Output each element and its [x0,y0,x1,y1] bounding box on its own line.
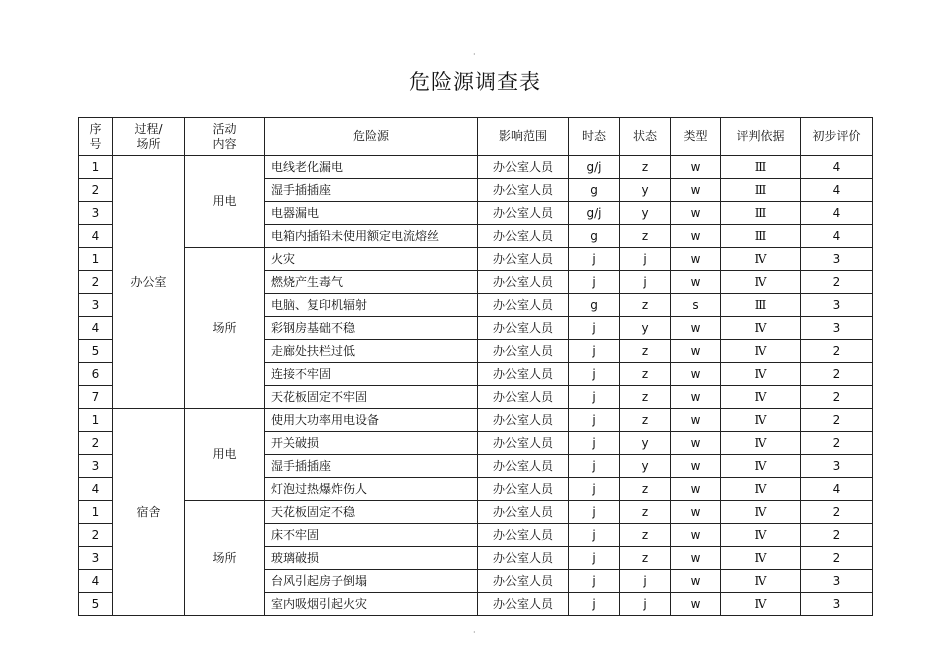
header-scope: 影响范围 [478,118,569,156]
basis-cell: Ⅳ [721,455,801,478]
seq-cell: 2 [79,432,113,455]
state-cell: z [620,547,671,570]
type-cell: w [671,179,721,202]
seq-cell: 4 [79,478,113,501]
seq-cell: 7 [79,386,113,409]
table-header-row [79,118,873,156]
type-cell: w [671,225,721,248]
seq-cell: 1 [79,156,113,179]
activity-cell: 场所 [185,501,265,616]
scope-cell: 办公室人员 [478,593,569,616]
tense-cell: j [569,386,620,409]
scope-cell: 办公室人员 [478,478,569,501]
state-cell: z [620,386,671,409]
type-cell: w [671,547,721,570]
type-cell: w [671,340,721,363]
hazard-cell: 开关破损 [265,432,478,455]
table-row [79,501,873,524]
scope-cell: 办公室人员 [478,455,569,478]
seq-cell: 2 [79,524,113,547]
hazard-cell: 室内吸烟引起火灾 [265,593,478,616]
tense-cell: j [569,524,620,547]
state-cell: y [620,432,671,455]
tense-cell: g/j [569,156,620,179]
table-body [79,156,873,616]
type-cell: w [671,478,721,501]
basis-cell: Ⅳ [721,409,801,432]
hazard-cell: 连接不牢固 [265,363,478,386]
hazard-cell: 燃烧产生毒气 [265,271,478,294]
state-cell: z [620,501,671,524]
tense-cell: j [569,593,620,616]
state-cell: j [620,271,671,294]
rating-cell: 3 [801,294,873,317]
scope-cell: 办公室人员 [478,386,569,409]
basis-cell: Ⅲ [721,202,801,225]
basis-cell: Ⅳ [721,593,801,616]
hazard-cell: 电脑、复印机辐射 [265,294,478,317]
page-bottom-mark: · [473,628,476,637]
type-cell: w [671,524,721,547]
scope-cell: 办公室人员 [478,340,569,363]
type-cell: w [671,409,721,432]
state-cell: j [620,570,671,593]
state-cell: j [620,593,671,616]
type-cell: w [671,455,721,478]
scope-cell: 办公室人员 [478,547,569,570]
hazard-cell: 床不牢固 [265,524,478,547]
rating-cell: 3 [801,317,873,340]
hazard-cell: 彩钢房基础不稳 [265,317,478,340]
scope-cell: 办公室人员 [478,363,569,386]
hazard-cell: 湿手插插座 [265,455,478,478]
tense-cell: j [569,363,620,386]
seq-cell: 5 [79,340,113,363]
scope-cell: 办公室人员 [478,524,569,547]
page-top-mark: · [473,50,476,59]
hazard-survey-table [78,117,873,616]
basis-cell: Ⅳ [721,386,801,409]
basis-cell: Ⅳ [721,271,801,294]
scope-cell: 办公室人员 [478,225,569,248]
tense-cell: j [569,501,620,524]
scope-cell: 办公室人员 [478,156,569,179]
scope-cell: 办公室人员 [478,271,569,294]
header-rating: 初步评价 [801,118,873,156]
tense-cell: j [569,455,620,478]
scope-cell: 办公室人员 [478,432,569,455]
seq-cell: 5 [79,593,113,616]
tense-cell: j [569,570,620,593]
basis-cell: Ⅳ [721,478,801,501]
scope-cell: 办公室人员 [478,409,569,432]
hazard-cell: 湿手插插座 [265,179,478,202]
basis-cell: Ⅳ [721,317,801,340]
state-cell: z [620,524,671,547]
hazard-cell: 灯泡过热爆炸伤人 [265,478,478,501]
rating-cell: 2 [801,363,873,386]
tense-cell: j [569,409,620,432]
rating-cell: 2 [801,386,873,409]
tense-cell: j [569,271,620,294]
rating-cell: 4 [801,156,873,179]
rating-cell: 4 [801,202,873,225]
seq-cell: 1 [79,409,113,432]
state-cell: z [620,409,671,432]
scope-cell: 办公室人员 [478,202,569,225]
type-cell: w [671,271,721,294]
tense-cell: g [569,225,620,248]
tense-cell: g/j [569,202,620,225]
tense-cell: g [569,294,620,317]
tense-cell: g [569,179,620,202]
seq-cell: 2 [79,271,113,294]
type-cell: w [671,593,721,616]
type-cell: w [671,386,721,409]
activity-cell: 场所 [185,248,265,409]
basis-cell: Ⅲ [721,179,801,202]
basis-cell: Ⅳ [721,340,801,363]
state-cell: z [620,225,671,248]
type-cell: w [671,501,721,524]
basis-cell: Ⅳ [721,248,801,271]
basis-cell: Ⅳ [721,570,801,593]
hazard-cell: 使用大功率用电设备 [265,409,478,432]
table-row [79,248,873,271]
rating-cell: 2 [801,501,873,524]
rating-cell: 2 [801,547,873,570]
state-cell: z [620,156,671,179]
activity-cell: 用电 [185,156,265,248]
tense-cell: j [569,340,620,363]
hazard-cell: 电器漏电 [265,202,478,225]
rating-cell: 3 [801,570,873,593]
seq-cell: 3 [79,202,113,225]
seq-cell: 4 [79,225,113,248]
type-cell: w [671,156,721,179]
header-seq: 序 号 [79,118,113,156]
header-state: 状态 [620,118,671,156]
scope-cell: 办公室人员 [478,179,569,202]
basis-cell: Ⅳ [721,524,801,547]
header-basis: 评判依据 [721,118,801,156]
basis-cell: Ⅲ [721,294,801,317]
seq-cell: 1 [79,501,113,524]
state-cell: y [620,455,671,478]
header-hazard: 危险源 [265,118,478,156]
place-cell: 办公室 [113,156,185,409]
seq-cell: 4 [79,317,113,340]
rating-cell: 2 [801,340,873,363]
state-cell: z [620,478,671,501]
scope-cell: 办公室人员 [478,317,569,340]
place-cell: 宿舍 [113,409,185,616]
seq-cell: 4 [79,570,113,593]
basis-cell: Ⅲ [721,225,801,248]
tense-cell: j [569,317,620,340]
header-tense: 时态 [569,118,620,156]
rating-cell: 4 [801,179,873,202]
basis-cell: Ⅳ [721,547,801,570]
hazard-cell: 电线老化漏电 [265,156,478,179]
tense-cell: j [569,478,620,501]
document-title: 危险源调查表 [409,70,541,94]
scope-cell: 办公室人员 [478,294,569,317]
seq-cell: 3 [79,455,113,478]
rating-cell: 2 [801,432,873,455]
rating-cell: 3 [801,248,873,271]
table-row [79,156,873,179]
seq-cell: 2 [79,179,113,202]
header-process: 过程/ 场所 [113,118,185,156]
state-cell: y [620,202,671,225]
type-cell: w [671,570,721,593]
type-cell: w [671,248,721,271]
state-cell: z [620,294,671,317]
type-cell: w [671,432,721,455]
header-type: 类型 [671,118,721,156]
rating-cell: 3 [801,593,873,616]
hazard-cell: 台风引起房子倒塌 [265,570,478,593]
basis-cell: Ⅳ [721,501,801,524]
activity-cell: 用电 [185,409,265,501]
hazard-cell: 天花板固定不牢固 [265,386,478,409]
rating-cell: 2 [801,271,873,294]
hazard-cell: 电箱内插铅未使用额定电流熔丝 [265,225,478,248]
state-cell: j [620,248,671,271]
seq-cell: 6 [79,363,113,386]
type-cell: w [671,202,721,225]
rating-cell: 4 [801,478,873,501]
state-cell: z [620,363,671,386]
state-cell: y [620,179,671,202]
seq-cell: 1 [79,248,113,271]
hazard-cell: 火灾 [265,248,478,271]
hazard-cell: 玻璃破损 [265,547,478,570]
basis-cell: Ⅳ [721,432,801,455]
scope-cell: 办公室人员 [478,501,569,524]
seq-cell: 3 [79,547,113,570]
seq-cell: 3 [79,294,113,317]
rating-cell: 3 [801,455,873,478]
tense-cell: j [569,432,620,455]
state-cell: y [620,317,671,340]
hazard-cell: 走廊处扶栏过低 [265,340,478,363]
scope-cell: 办公室人员 [478,570,569,593]
tense-cell: j [569,248,620,271]
state-cell: z [620,340,671,363]
table-row [79,409,873,432]
scope-cell: 办公室人员 [478,248,569,271]
tense-cell: j [569,547,620,570]
basis-cell: Ⅲ [721,156,801,179]
type-cell: w [671,363,721,386]
type-cell: s [671,294,721,317]
type-cell: w [671,317,721,340]
rating-cell: 2 [801,524,873,547]
header-activity: 活动 内容 [185,118,265,156]
hazard-cell: 天花板固定不稳 [265,501,478,524]
rating-cell: 4 [801,225,873,248]
basis-cell: Ⅳ [721,363,801,386]
rating-cell: 2 [801,409,873,432]
